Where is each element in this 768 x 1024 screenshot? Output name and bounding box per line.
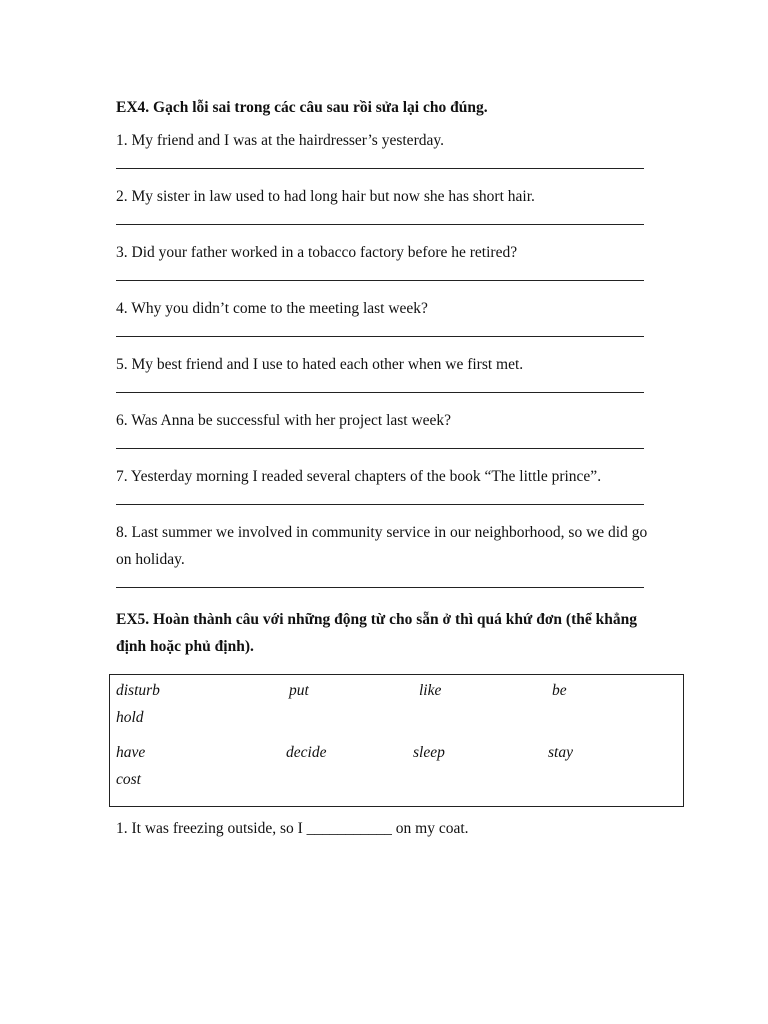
ex4-question-4: 4. Why you didn’t come to the meeting last week? [116,300,428,317]
ex5-heading: EX5. Hoàn thành câu với những động từ cho sẵn ở thì quá khứ đơn (thể khẳng định hoặc phủ định). [116,611,637,655]
verb-like: like [419,682,442,699]
answer-line-1[interactable] [116,168,644,169]
verb-be: be [552,682,567,699]
answer-line-8[interactable] [116,587,644,588]
ex4-question-2: 2. My sister in law used to had long hair but now she has short hair. [116,188,535,205]
verb-box [109,674,684,807]
verb-stay: stay [548,744,573,761]
ex4-question-5: 5. My best friend and I use to hated each other when we first met. [116,356,524,373]
verb-sleep: sleep [413,744,445,761]
ex4-question-3: 3. Did your father worked in a tobacco factory before he retired? [116,244,518,261]
ex4-question-1: 1. My friend and I was at the hairdresser’s yesterday. [116,132,444,149]
verb-cost: cost [116,771,141,788]
verb-decide: decide [286,744,327,761]
ex4-heading: EX4. Gạch lỗi sai trong các câu sau rồi sửa lại cho đúng. [116,99,488,116]
verb-put: put [289,682,309,699]
answer-line-7[interactable] [116,504,644,505]
verb-hold: hold [116,709,144,726]
answer-line-6[interactable] [116,448,644,449]
ex4-question-6: 6. Was Anna be successful with her project last week? [116,412,452,429]
verb-have: have [116,744,146,761]
worksheet [116,94,648,842]
ex4-question-8: 8. Last summer we involved in community service in our neighborhood, so we did go on holiday. [116,524,648,568]
answer-line-2[interactable] [116,224,644,225]
answer-line-4[interactable] [116,336,644,337]
ex5-question-1: 1. It was freezing outside, so I ___________ on my coat. [116,820,469,837]
answer-line-5[interactable] [116,392,644,393]
verb-disturb: disturb [116,682,160,699]
answer-line-3[interactable] [116,280,644,281]
ex4-question-7: 7. Yesterday morning I readed several chapters of the book “The little prince”. [116,468,602,485]
